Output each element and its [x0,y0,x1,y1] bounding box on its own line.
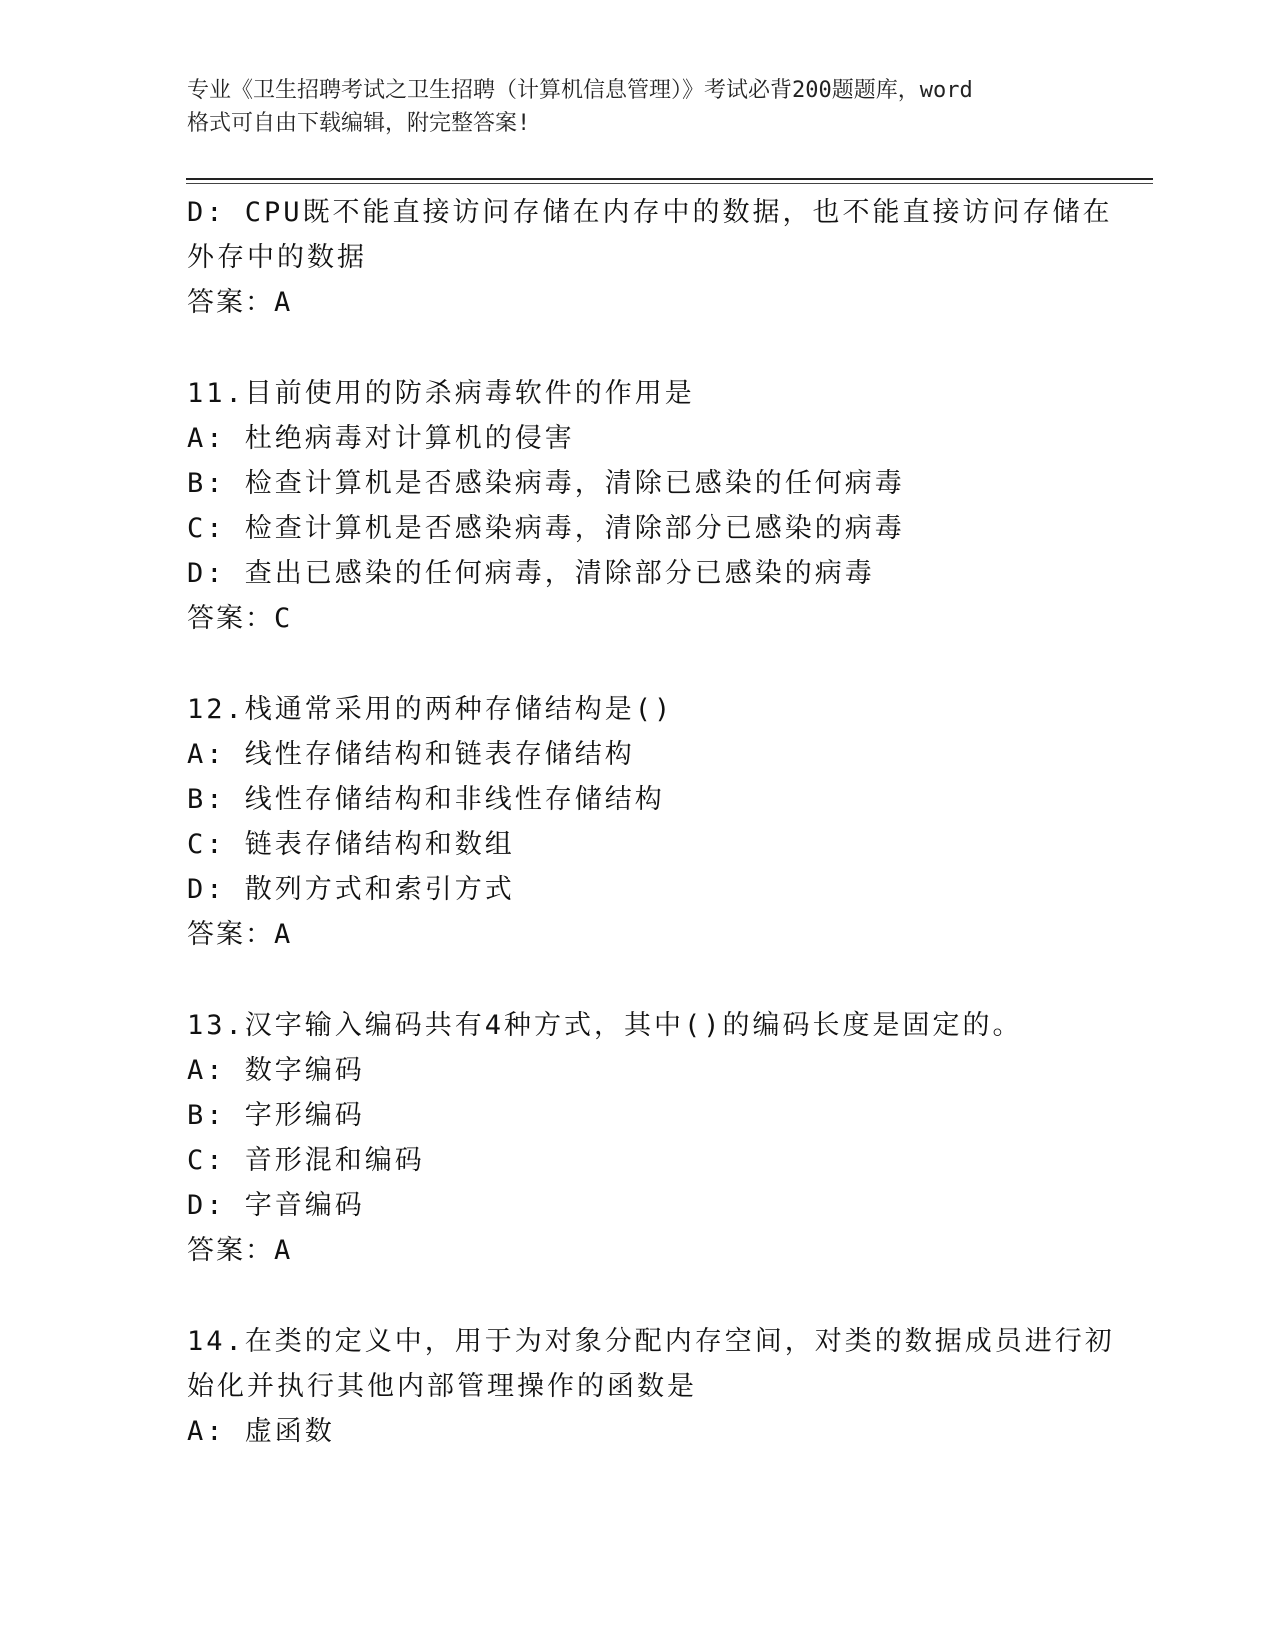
question-block [187,371,1087,641]
option-line: C: 检查计算机是否感染病毒，清除部分已感染的病毒 [187,513,905,544]
question-block [187,1319,1115,1454]
option-line: A: 数字编码 [187,1055,365,1086]
answer-line [187,596,1087,641]
question-stem: 14.在类的定义中，用于为对象分配内存空间，对类的数据成员进行初 [187,1326,1115,1357]
header-line-2: 格式可自由下载编辑，附完整答案! [187,111,531,136]
answer-label: 答案： [187,919,274,950]
answer-value: A [274,287,292,318]
question-stem: 13.汉字输入编码共有4种方式，其中()的编码长度是固定的。 [187,1010,1023,1041]
question-list [187,190,1115,1454]
option-line: B: 检查计算机是否感染病毒，清除已感染的任何病毒 [187,468,905,499]
option-line: A: 杜绝病毒对计算机的侵害 [187,423,575,454]
answer-line [187,280,1087,325]
answer-value: A [274,1235,292,1266]
answer-label: 答案： [187,287,274,318]
option-line: 外存中的数据 [187,242,367,273]
option-line: D: 散列方式和索引方式 [187,874,515,905]
option-line: D: 查出已感染的任何病毒，清除部分已感染的病毒 [187,558,875,589]
header-line-1: 专业《卫生招聘考试之卫生招聘（计算机信息管理）》考试必背200题题库，word [187,78,973,103]
option-line: B: 字形编码 [187,1100,365,1131]
option-line: C: 链表存储结构和数组 [187,829,515,860]
answer-value: A [274,919,292,950]
option-line: A: 线性存储结构和链表存储结构 [187,739,635,770]
answer-line [187,912,1087,957]
document-header [187,74,1087,140]
option-line: D: 字音编码 [187,1190,365,1221]
question-stem: 11.目前使用的防杀病毒软件的作用是 [187,378,695,409]
answer-line [187,1228,1087,1273]
option-line: A: 虚函数 [187,1416,335,1447]
question-stem-continued: 始化并执行其他内部管理操作的函数是 [187,1371,697,1402]
question-block [187,190,1113,325]
question-block [187,687,1087,957]
question-block [187,1003,1087,1273]
option-line: C: 音形混和编码 [187,1145,425,1176]
header-divider [186,178,1153,180]
answer-value: C [274,603,292,634]
answer-label: 答案： [187,603,274,634]
answer-label: 答案： [187,1235,274,1266]
option-line: D: CPU既不能直接访问存储在内存中的数据，也不能直接访问存储在 [187,197,1113,228]
question-stem: 12.栈通常采用的两种存储结构是() [187,694,674,725]
option-line: B: 线性存储结构和非线性存储结构 [187,784,665,815]
header-divider-thin [186,183,1153,184]
